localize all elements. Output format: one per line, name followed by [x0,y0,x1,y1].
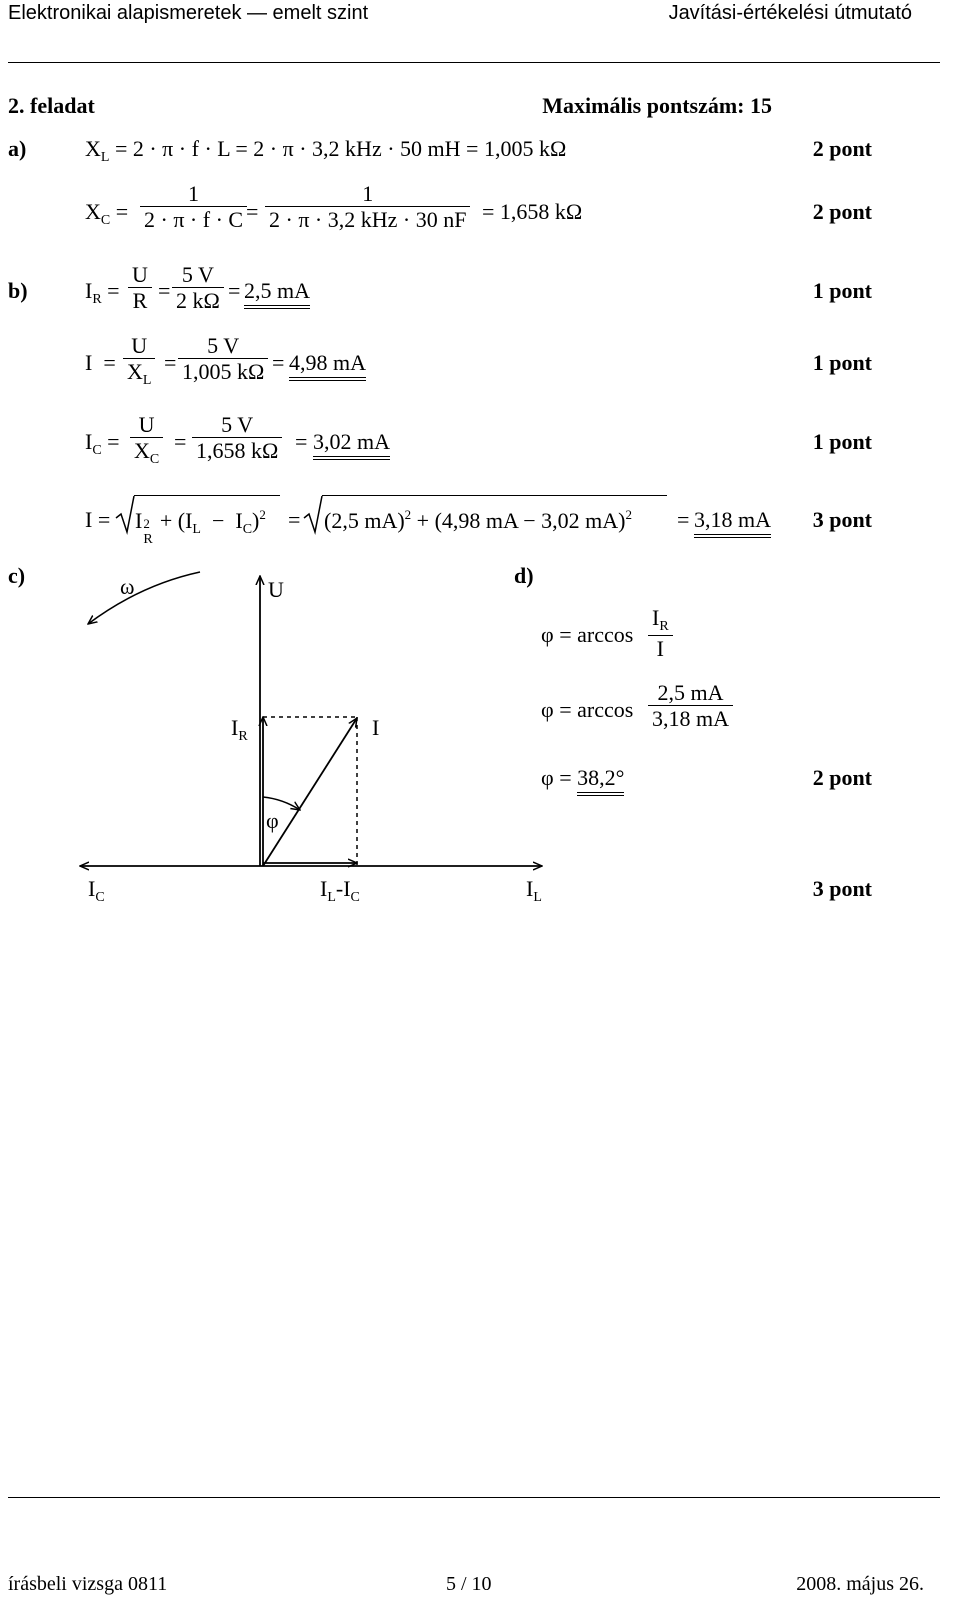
ic-label-text: I [88,876,96,901]
eq-b4-b1-sub: L [192,522,201,537]
eq-a1-points: 2 pont [812,136,872,161]
eq-b4-c1: (2,5 mA) [324,508,405,533]
eq-b4-a: I [135,508,143,533]
eq-d2-lhs: φ = arccos [541,697,634,722]
eq-b3-lhs-text: I [85,429,93,454]
eq-b4-b1: I [185,508,193,533]
eq-d1-num-sub: R [659,619,669,634]
ir-label-sub: R [238,729,248,744]
eq-b1-eq2: = [228,278,241,303]
ir-label-text: I [231,715,239,740]
footer-center: 5 / 10 [446,1573,492,1595]
eq-d1-num [648,605,673,635]
eq-b4-sq2: 2 [404,507,412,522]
eq-b1-eq1: = [158,278,171,303]
omega-label: ω [120,574,135,599]
eq-b4-radicand2: (2,5 mA)$^2$ + (4,98 mA − 3,02 mA)$^2$ [324,507,632,533]
eq-b3-result-value: 3,02 mA [313,429,390,460]
eq-d2-frac [648,680,733,733]
eq-d1-lhs: φ = arccos [541,622,634,647]
eq-b2-eq2: = [272,350,285,375]
eq-b3-frac1-num: U [138,412,155,437]
eq-b3-frac1-den-text: X [134,438,150,464]
il-ic-label-a-sub: L [327,890,336,905]
eq-b2-frac1-den-text: X [127,359,143,385]
eq-a2-result: = 1,658 kΩ [482,199,583,224]
ir-label [231,715,248,745]
eq-b4-result-value: 3,18 mA [694,507,771,538]
header-left: Elektronikai alapismeretek — emelt szint [8,2,369,24]
task-title: 2. feladat [8,93,95,118]
eq-b3-frac1-den-sub: C [149,452,160,468]
eq-d3-result: 38,2° [577,765,624,796]
footer-right: 2008. május 26. [796,1573,924,1595]
eq-b3-eq1: = [174,429,187,454]
eq-b3-lhs-sub: C [92,443,102,458]
footer-left: írásbeli vizsga 0811 [8,1573,168,1595]
eq-b3-frac2-den: 1,658 kΩ [192,437,282,464]
eq-a2-lhs: $X_C$ = [85,199,129,228]
omega-arc-arrow [88,572,200,624]
eq-b2-points: 1 pont [812,350,872,375]
header-right: Javítási-értékelési útmutató [668,2,912,24]
eq-b1-frac2-den: 2 kΩ [172,287,224,314]
eq-b2-frac2-num: 5 V [207,333,240,358]
eq-b2-frac1-num: U [131,333,148,358]
eq-b4-sq3: 2 [625,507,632,522]
eq-a2-frac1-den: 2 · π · f · C [140,206,247,233]
eq-a2-lhs-text: X [85,199,101,224]
phasor-points: 3 pont [812,876,872,901]
eq-d3 [541,765,624,791]
eq-b1-points: 1 pont [812,278,872,303]
eq-b4-b2: I [235,508,243,533]
eq-b2-eq1: = [164,350,177,375]
eq-b1-lhs: $I_R$ = [85,278,120,307]
part-c-label: c) [8,563,26,588]
footer-rule [8,1497,940,1498]
i-label: I [372,715,380,740]
il-ic-label-b-sub: C [350,890,360,905]
eq-b1-frac1-num: U [132,262,148,287]
eq-b4-points: 3 pont [812,507,872,532]
eq-b1-lhs-text: I [85,278,93,303]
eq-a2-frac2-num: 1 [362,181,374,206]
ic-label [88,876,105,906]
eq-b1-lhs-sub: R [92,292,102,307]
eq-b4-b2-sub: C [242,522,253,537]
eq-a2-frac1-num: 1 [188,181,200,206]
eq-d3-lhs: φ = [541,765,572,790]
eq-b4-sq1: 2 [259,507,266,522]
ic-label-sub: C [95,890,105,905]
eq-d3-points: 2 pont [812,765,872,790]
eq-b1-frac1-den: R [128,287,152,314]
il-label [526,876,542,906]
eq-b2-lhs-text: I [85,350,93,375]
eq-d1-frac [648,605,673,662]
eq-b4-radicand1: I 2 R + $(I_L - I_C)^2$ [135,507,266,547]
eq-a1-lhs-sub: L [100,150,110,165]
i-vector [263,718,357,866]
eq-a2-eq: = [246,199,259,224]
eq-b2-lhs: I = [85,350,116,375]
eq-b4-c2: (4,98 mA − 3,02 mA) [434,508,626,533]
eq-b4-a-sub: R [143,532,153,547]
il-ic-label-a: I [320,876,328,901]
max-points: Maximális pontszám: 15 [542,93,772,118]
eq-d2-num: 2,5 mA [657,680,724,705]
eq-d1-num-text: I [652,605,660,630]
eq-b3-eq2: = [295,429,308,454]
eq-b3-frac2-num: 5 V [221,412,254,437]
eq-a1-body: = 2 · π · f · L = 2 · π · 3,2 kHz · 50 mH = 1,005 kΩ [114,136,567,161]
eq-a2-points: 2 pont [812,199,872,224]
eq-a2-lhs-sub: C [100,213,111,228]
part-a-label: a) [8,136,27,161]
u-label: U [268,577,284,602]
eq-d2-den: 3,18 mA [648,705,733,732]
eq-b2-result-value: 4,98 mA [289,350,366,381]
eq-a1-lhs: X [85,136,101,161]
phi-label: φ [266,808,279,833]
eq-b4-lhs: I = [85,507,111,532]
il-label-text: I [526,876,534,901]
il-ic-label [320,876,360,906]
eq-d1-den: I [648,635,673,662]
eq-b4-eq2: = [677,507,690,532]
eq-b1-result-value: 2,5 mA [244,278,310,309]
eq-b2-frac1-den-sub: L [142,373,152,389]
eq-b4-eq: = [288,507,301,532]
eq-a2-frac2-den: 2 · π · 3,2 kHz · 30 nF [265,206,470,233]
eq-b4-a-sup: 2 [143,516,150,531]
eq-b2-frac2-den: 1,005 kΩ [178,358,268,385]
eq-b3-points: 1 pont [812,429,872,454]
part-b-label: b) [8,278,28,303]
eq-b1-frac2-num: 5 V [181,262,214,287]
eq-b3-lhs: $I_C$ = [85,429,120,458]
il-label-sub: L [533,890,542,905]
il-ic-label-b: -I [335,876,351,901]
part-d-label: d) [514,563,534,588]
